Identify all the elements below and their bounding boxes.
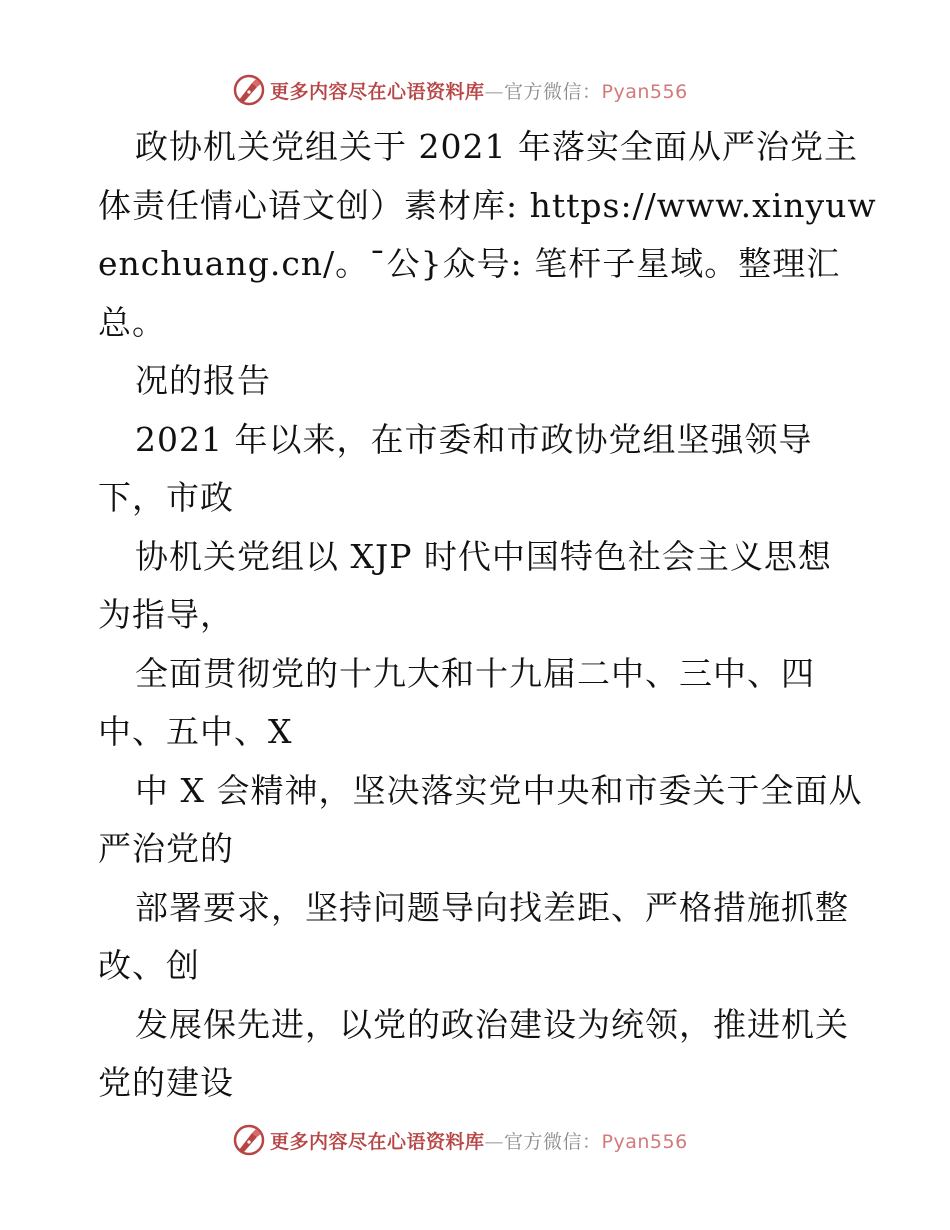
banner-wechat-id: Pyan556 xyxy=(601,1130,688,1153)
document-line: 况的报告 xyxy=(135,361,271,400)
pen-nib-logo-icon xyxy=(232,73,266,107)
document-line: 中 X 会精神，坚决落实党中央和市委关于全面从 xyxy=(135,770,863,810)
document-line: 全面贯彻党的十九大和十九届二中、三中、四 xyxy=(135,653,815,693)
document-body xyxy=(98,118,877,1113)
banner-site-name: 更多内容尽在心语资料库 xyxy=(270,1130,485,1153)
document-line: 严治党的 xyxy=(98,829,234,868)
document-line: 体责任情心语文创）素材库: https://www.xinyuw xyxy=(98,185,877,225)
document-line: 为指导， xyxy=(98,595,234,634)
document-line: enchuang.cn/。¯公}众号: 笔杆子星域。整理汇 xyxy=(98,244,841,283)
document-line: 总。 xyxy=(98,302,166,342)
banner-dash: — xyxy=(484,80,505,103)
document-line: 政协机关党组关于 2021 年落实全面从严治党主 xyxy=(135,127,858,166)
header-banner xyxy=(232,72,688,108)
document-line: 党的建设 xyxy=(98,1063,234,1102)
footer-banner xyxy=(232,1122,688,1158)
document-line: 改、创 xyxy=(98,946,200,985)
pen-nib-logo-icon xyxy=(232,1123,266,1157)
document-line: 中、五中、X xyxy=(98,712,293,751)
document-line: 2021 年以来，在市委和市政协党组坚强领导 xyxy=(135,419,813,459)
banner-wechat-id: Pyan556 xyxy=(601,80,688,103)
document-line: 下，市政 xyxy=(98,478,234,517)
banner-text xyxy=(270,1127,688,1154)
banner-text xyxy=(270,77,688,104)
banner-official-label: 官方微信： xyxy=(504,1130,602,1153)
document-line: 发展保先进，以党的政治建设为统领，推进机关 xyxy=(135,1004,849,1044)
banner-site-name: 更多内容尽在心语资料库 xyxy=(270,80,485,103)
banner-official-label: 官方微信： xyxy=(504,80,602,103)
document-line: 部署要求，坚持问题导向找差距、严格措施抓整 xyxy=(135,887,849,927)
document-line: 协机关党组以 XJP 时代中国特色社会主义思想 xyxy=(135,536,832,576)
banner-dash: — xyxy=(484,1130,505,1153)
